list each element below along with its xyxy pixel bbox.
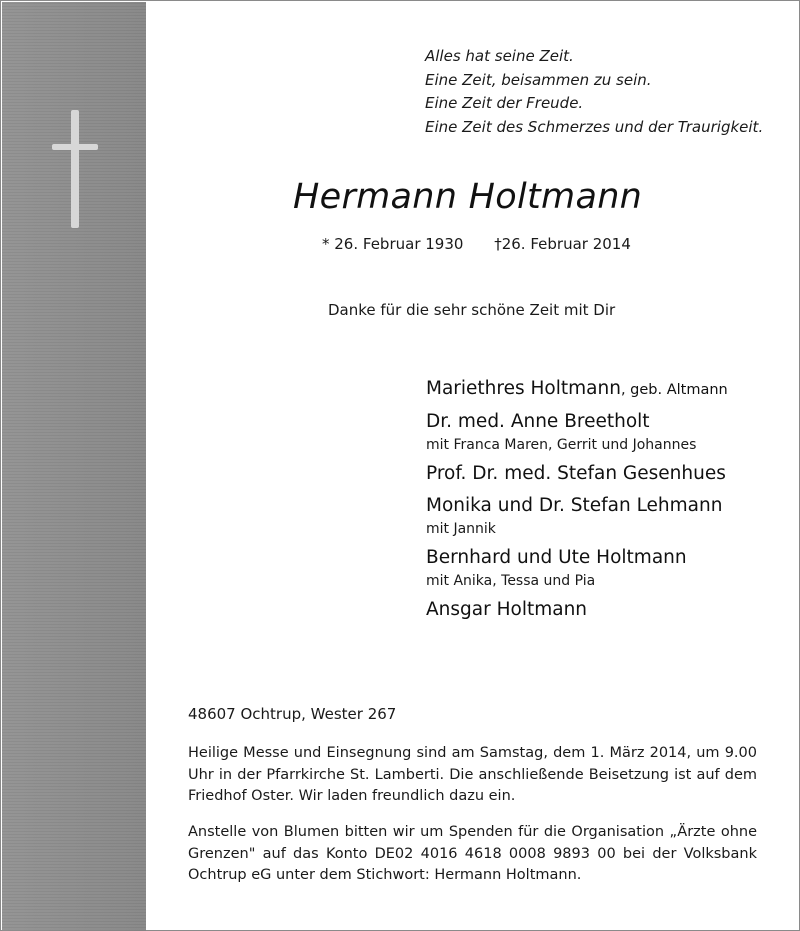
motto-line: Eine Zeit des Schmerzes und der Traurigkeit. bbox=[425, 117, 764, 136]
family-member bbox=[426, 493, 728, 539]
family-member-children: mit Jannik bbox=[426, 521, 496, 537]
family-member-children: mit Anika, Tessa und Pia bbox=[426, 573, 596, 589]
family-member-name: Prof. Dr. med. Stefan Gesenhues bbox=[426, 463, 726, 484]
family-member-name: Bernhard und Ute Holtmann bbox=[426, 547, 687, 568]
family-member-children: mit Franca Maren, Gerrit und Johannes bbox=[426, 437, 697, 453]
family-list bbox=[426, 376, 728, 629]
motto-line: Alles hat seine Zeit. bbox=[425, 47, 574, 65]
cross-icon bbox=[52, 110, 100, 228]
family-member bbox=[426, 376, 728, 403]
funeral-service-info: Heilige Messe und Einsegnung sind am Samstag, dem 1. März 2014, um 9.00 Uhr in der Pfarrkirche St. Lamberti. Die anschließende Beisetzung ist auf dem Friedhof Oster. Wir laden freundlich dazu ein. bbox=[188, 745, 757, 804]
deceased-name: Hermann Holtmann bbox=[293, 177, 643, 217]
death-date: †26. Februar 2014 bbox=[494, 235, 631, 253]
donation-info: Anstelle von Blumen bitten wir um Spenden für die Organisation „Ärzte ohne Grenzen" auf das Konto DE02 4016 4618 0008 9893 00 bei der Volksbank Ochtrup eG unter dem Stichwort: Hermann Holtmann. bbox=[188, 824, 757, 883]
family-member bbox=[426, 409, 728, 455]
thanks-line: Danke für die sehr schöne Zeit mit Dir bbox=[328, 301, 616, 319]
motto-line: Eine Zeit, beisammen zu sein. bbox=[425, 70, 652, 89]
family-member bbox=[426, 545, 728, 591]
family-member-name: Mariethres Holtmann bbox=[426, 378, 621, 399]
family-member-name: Dr. med. Anne Breetholt bbox=[426, 411, 650, 432]
motto-verse bbox=[425, 45, 763, 139]
family-member bbox=[426, 597, 728, 623]
family-member-suffix: , geb. Altmann bbox=[620, 382, 728, 398]
family-member bbox=[426, 461, 728, 487]
motto-line: Eine Zeit der Freude. bbox=[425, 94, 584, 112]
family-member-name: Ansgar Holtmann bbox=[426, 599, 588, 620]
birth-date: * 26. Februar 1930 bbox=[322, 235, 464, 253]
life-dates bbox=[322, 235, 631, 253]
address: 48607 Ochtrup, Wester 267 bbox=[188, 705, 397, 723]
family-member-name: Monika und Dr. Stefan Lehmann bbox=[426, 495, 723, 516]
side-band bbox=[2, 2, 146, 931]
